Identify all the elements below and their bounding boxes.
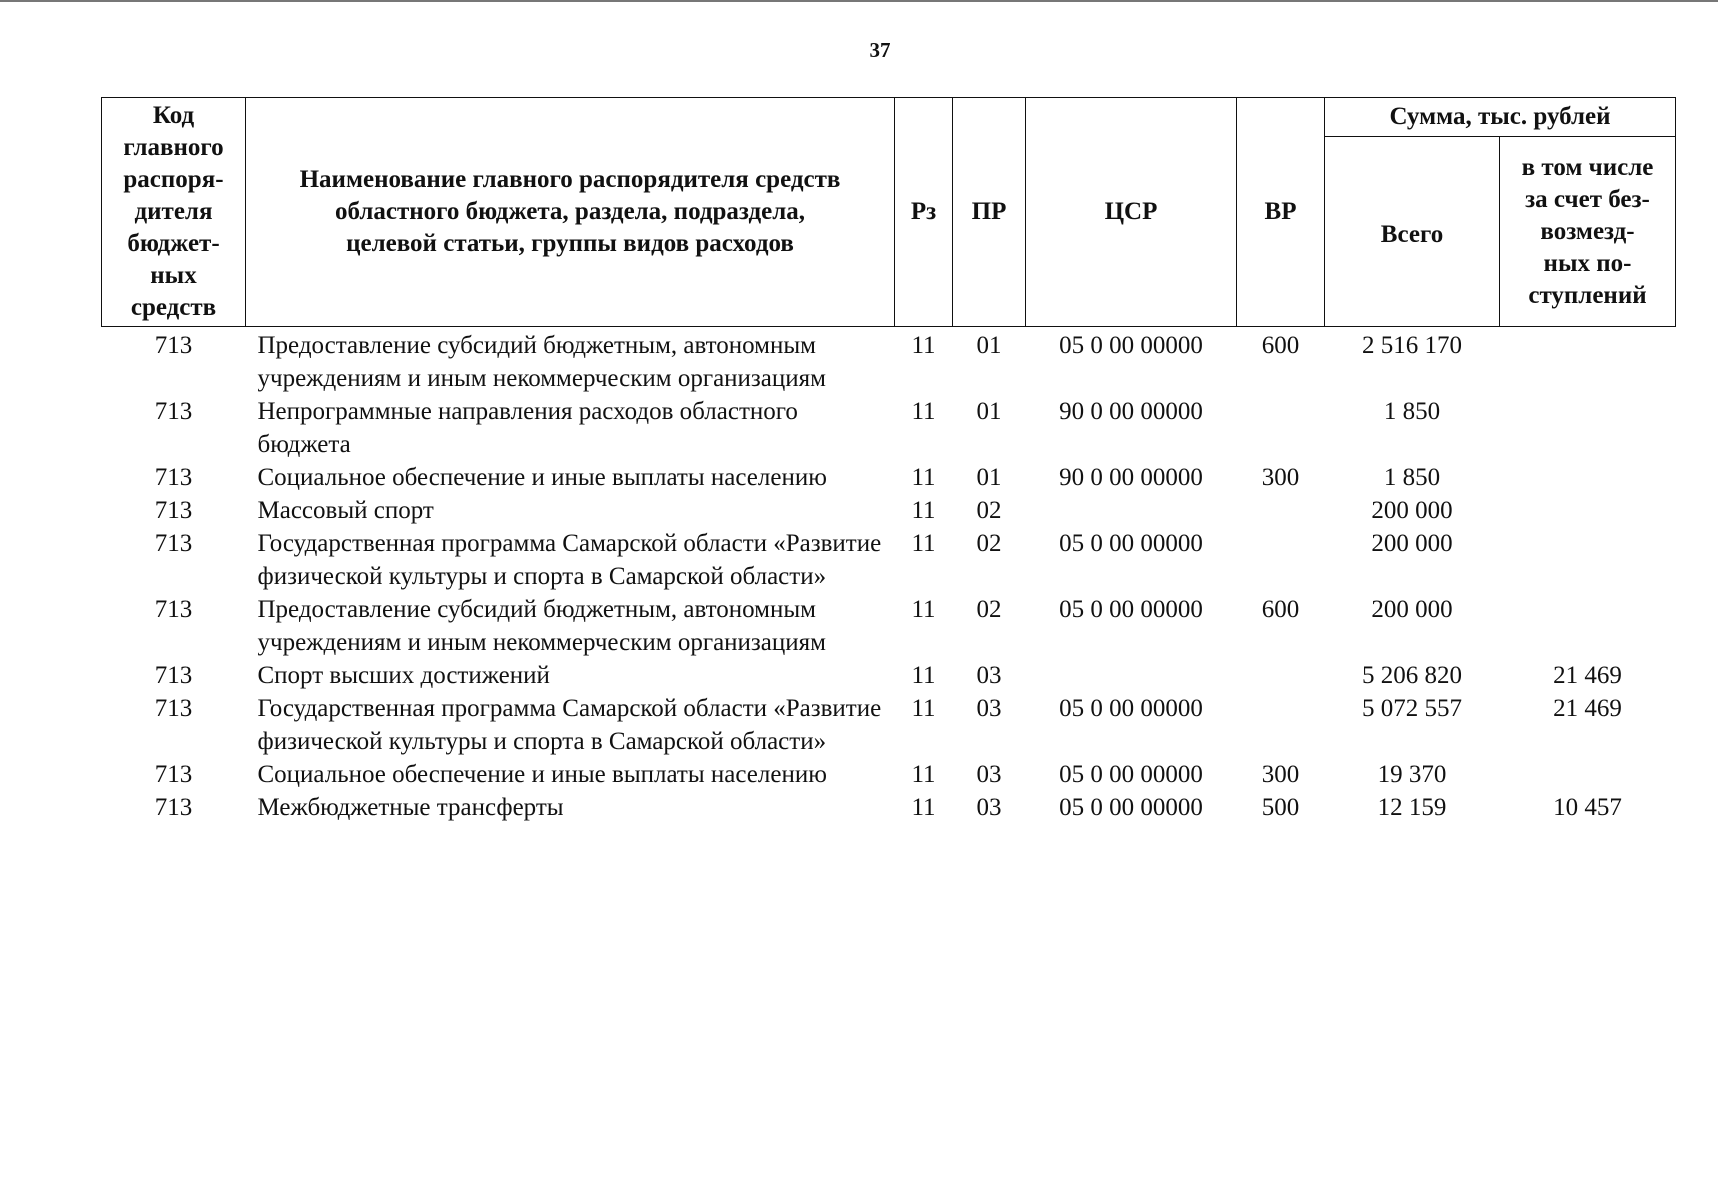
- cell-total: 200 000: [1371, 596, 1453, 623]
- cell-pr: 01: [976, 398, 1002, 425]
- table-row: [102, 791, 1676, 824]
- cell-pr: 03: [976, 695, 1002, 722]
- cell-name: Социальное обеспечение и иные выплаты населению: [257, 464, 827, 491]
- cell-csr: 05 0 00 00000: [1059, 794, 1203, 821]
- cell-csr: [1026, 494, 1237, 527]
- cell-code: 713: [154, 695, 193, 722]
- cell-csr: 05 0 00 00000: [1059, 332, 1203, 359]
- cell-name: Государственная программа Самарской области «Развитие физической культуры и спорта в Самарской области»: [257, 530, 882, 590]
- cell-total: 5 072 557: [1362, 695, 1462, 722]
- cell-pr: 03: [976, 794, 1002, 821]
- cell-total: 19 370: [1377, 761, 1447, 788]
- cell-total: 200 000: [1371, 497, 1453, 524]
- cell-pr: 02: [976, 497, 1002, 524]
- cell-free: [1500, 461, 1676, 494]
- cell-vr: 600: [1261, 596, 1300, 623]
- header-pr: ПР: [953, 98, 1026, 327]
- cell-vr: 300: [1261, 464, 1300, 491]
- cell-free: 10 457: [1553, 794, 1622, 821]
- cell-pr: 02: [976, 530, 1002, 557]
- cell-vr: [1237, 659, 1325, 692]
- cell-name: Государственная программа Самарской области «Развитие физической культуры и спорта в Самарской области»: [257, 695, 882, 755]
- cell-name: Межбюджетные трансферты: [257, 794, 564, 821]
- cell-total: 200 000: [1371, 530, 1453, 557]
- cell-free: [1500, 758, 1676, 791]
- cell-total: 5 206 820: [1362, 662, 1462, 689]
- header-name: Наименование главного распорядителя средств областного бюджета, раздела, подраздела, целевой статьи, группы видов расходов: [246, 98, 895, 327]
- cell-vr: 300: [1261, 761, 1300, 788]
- cell-vr: 600: [1261, 332, 1300, 359]
- cell-csr: 05 0 00 00000: [1059, 596, 1203, 623]
- cell-pr: 03: [976, 662, 1002, 689]
- cell-code: 713: [154, 497, 193, 524]
- cell-rz: 11: [911, 794, 936, 821]
- cell-total: 2 516 170: [1362, 332, 1462, 359]
- cell-rz: 11: [911, 497, 936, 524]
- cell-csr: 05 0 00 00000: [1059, 695, 1203, 722]
- cell-code: 713: [154, 662, 193, 689]
- cell-rz: 11: [911, 662, 936, 689]
- cell-total: 1 850: [1383, 398, 1441, 425]
- table-row: [102, 659, 1676, 692]
- cell-vr: [1237, 692, 1325, 758]
- cell-name: Предоставление субсидий бюджетным, автономным учреждениям и иным некоммерческим организациям: [257, 596, 826, 656]
- cell-rz: 11: [911, 695, 936, 722]
- header-csr: ЦСР: [1026, 98, 1237, 327]
- cell-code: 713: [154, 464, 193, 491]
- cell-csr: 05 0 00 00000: [1059, 761, 1203, 788]
- cell-name: Непрограммные направления расходов областного бюджета: [257, 398, 798, 458]
- cell-csr: 05 0 00 00000: [1059, 530, 1203, 557]
- header-free-receipts: в том числе за счет без- возмезд- ных по- ступлений: [1500, 137, 1676, 327]
- cell-csr: 90 0 00 00000: [1059, 464, 1203, 491]
- cell-code: 713: [154, 332, 193, 359]
- cell-pr: 01: [976, 464, 1002, 491]
- table-row: [102, 527, 1676, 593]
- table-header: [102, 98, 1676, 327]
- cell-total: 1 850: [1383, 464, 1441, 491]
- cell-code: 713: [154, 530, 193, 557]
- table-row: [102, 494, 1676, 527]
- cell-free: [1500, 327, 1676, 396]
- cell-pr: 03: [976, 761, 1002, 788]
- cell-csr: 90 0 00 00000: [1059, 398, 1203, 425]
- scan-edge-line: [0, 0, 1718, 2]
- cell-free: 21 469: [1553, 662, 1622, 689]
- cell-free: [1500, 395, 1676, 461]
- header-vr: ВР: [1237, 98, 1325, 327]
- cell-free: [1500, 593, 1676, 659]
- cell-total: 12 159: [1377, 794, 1447, 821]
- cell-free: [1500, 494, 1676, 527]
- table-row: [102, 593, 1676, 659]
- table-row: [102, 461, 1676, 494]
- cell-rz: 11: [911, 332, 936, 359]
- cell-rz: 11: [911, 530, 936, 557]
- table-row: [102, 692, 1676, 758]
- table-row: [102, 327, 1676, 396]
- cell-vr: 500: [1261, 794, 1300, 821]
- table-row: [102, 758, 1676, 791]
- cell-rz: 11: [911, 398, 936, 425]
- header-rz: Рз: [895, 98, 953, 327]
- cell-code: 713: [154, 398, 193, 425]
- cell-rz: 11: [911, 761, 936, 788]
- cell-vr: [1237, 527, 1325, 593]
- cell-code: 713: [154, 794, 193, 821]
- header-sum-group: Сумма, тыс. рублей: [1325, 98, 1676, 137]
- cell-vr: [1237, 395, 1325, 461]
- cell-rz: 11: [911, 464, 936, 491]
- cell-name: Социальное обеспечение и иные выплаты населению: [257, 761, 827, 788]
- table-row: [102, 395, 1676, 461]
- cell-vr: [1237, 494, 1325, 527]
- budget-table: [101, 97, 1676, 824]
- cell-free: [1500, 527, 1676, 593]
- page-number: 37: [869, 38, 891, 62]
- cell-name: Спорт высших достижений: [257, 662, 550, 689]
- cell-rz: 11: [911, 596, 936, 623]
- cell-name: Предоставление субсидий бюджетным, автономным учреждениям и иным некоммерческим организациям: [257, 332, 826, 392]
- cell-free: 21 469: [1553, 695, 1622, 722]
- cell-code: 713: [154, 761, 193, 788]
- header-total: Всего: [1325, 137, 1500, 327]
- table-body: [102, 327, 1676, 825]
- cell-name: Массовый спорт: [257, 497, 434, 524]
- cell-code: 713: [154, 596, 193, 623]
- header-code: Код главного распоря- дителя бюджет- ных средств: [102, 98, 246, 327]
- cell-pr: 02: [976, 596, 1002, 623]
- cell-pr: 01: [976, 332, 1002, 359]
- cell-csr: [1026, 659, 1237, 692]
